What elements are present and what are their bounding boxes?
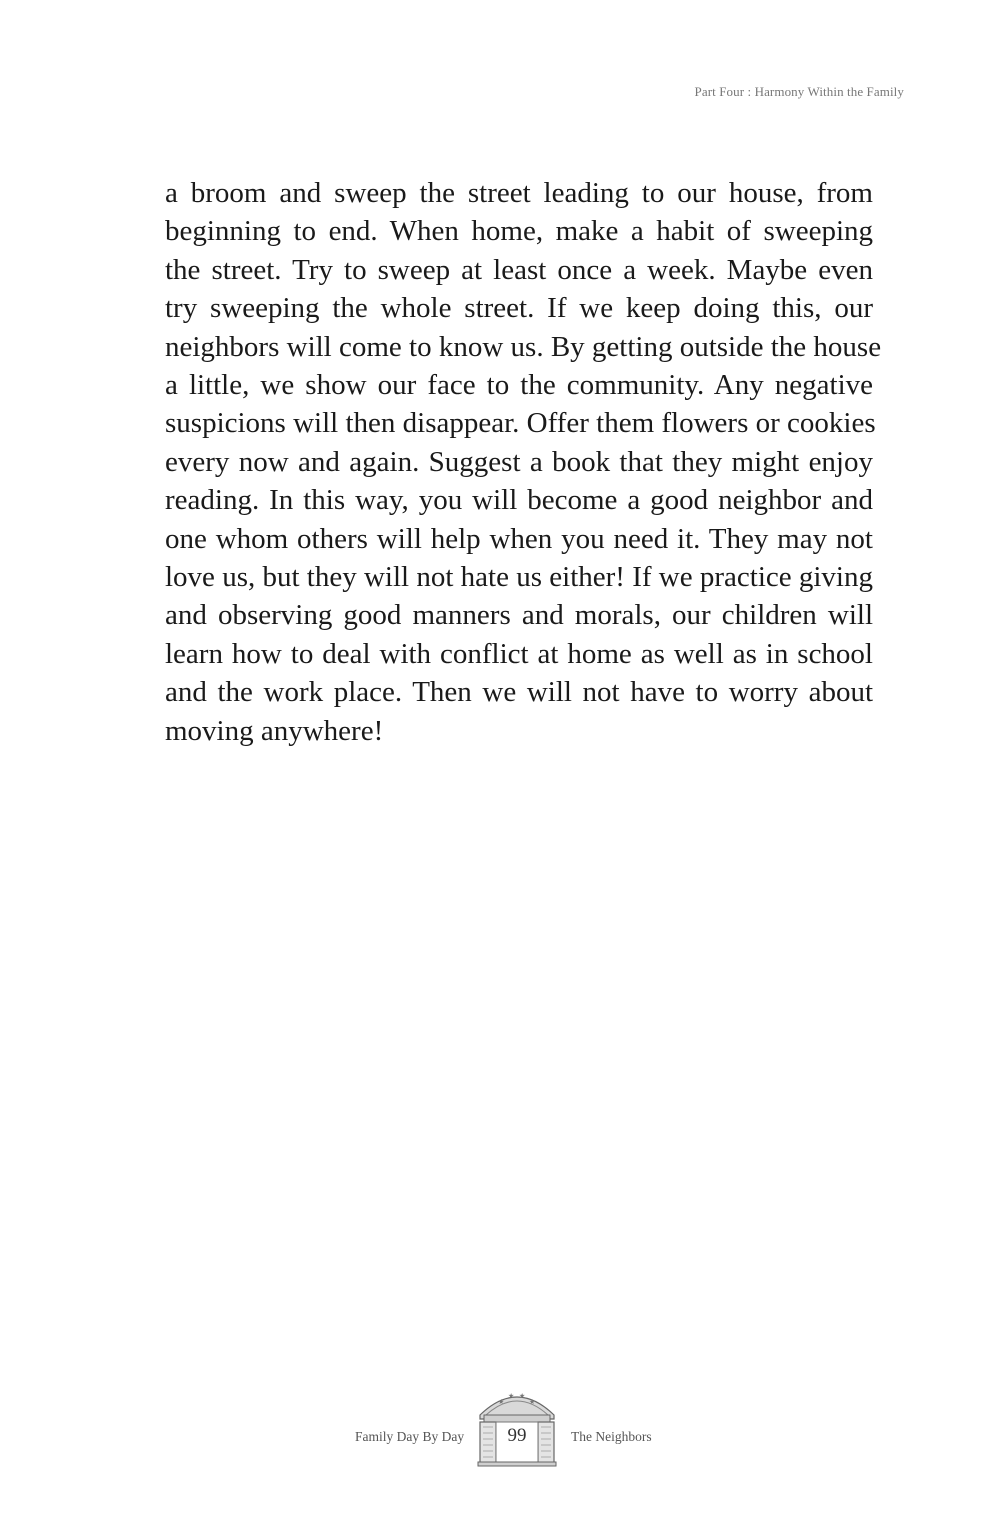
text-line: every now and again. Suggest a book that they might enjoy: [165, 445, 873, 478]
text-line: beginning to end. When home, make a habit of sweeping: [165, 215, 873, 248]
body-paragraph: [165, 174, 882, 750]
text-line: one whom others will help when you need it. They may not: [165, 522, 873, 555]
text-line: the street. Try to sweep at least once a week. Maybe even: [165, 253, 873, 286]
text-line: moving anywhere!: [165, 714, 384, 747]
text-line: learn how to deal with conflict at home as well as in school: [165, 637, 873, 670]
svg-text:★: ★: [529, 1398, 536, 1406]
footer-chapter-title: The Neighbors: [571, 1429, 652, 1444]
text-line: and observing good manners and morals, our children will: [165, 599, 873, 632]
text-line: and the work place. Then we will not have to worry about: [165, 676, 873, 709]
text-line: neighbors will come to know us. By getting outside the house: [165, 330, 882, 363]
text-line: try sweeping the whole street. If we keep doing this, our: [165, 292, 873, 325]
svg-text:★: ★: [498, 1398, 505, 1406]
text-line: a little, we show our face to the community. Any negative: [165, 369, 873, 402]
footer-book-title: Family Day By Day: [355, 1429, 465, 1444]
text-line: suspicions will then disappear. Offer them flowers or cookies: [165, 407, 876, 440]
text-line: reading. In this way, you will become a good neighbor and: [165, 484, 873, 517]
text-line: a broom and sweep the street leading to our house, from: [165, 177, 873, 209]
svg-text:★: ★: [508, 1392, 515, 1400]
running-header: Part Four : Harmony Within the Family: [694, 84, 904, 99]
page-number: 99: [507, 1425, 527, 1446]
svg-text:★: ★: [519, 1392, 526, 1400]
page-footer: [0, 1385, 1000, 1467]
text-line: love us, but they will not hate us either! If we practice giving: [165, 561, 873, 594]
